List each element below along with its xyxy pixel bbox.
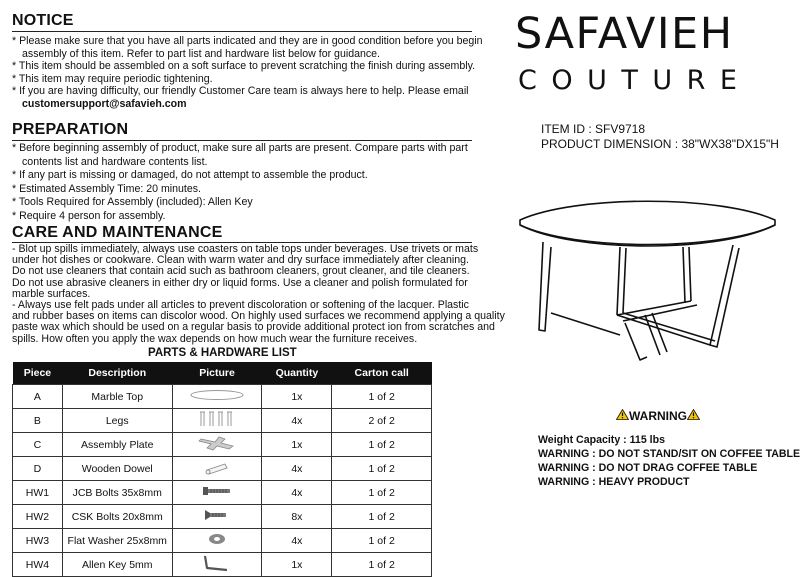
preparation-line: * If any part is missing or damaged, do not attempt to assemble the product. <box>12 169 368 182</box>
column-header-picture: Picture <box>172 362 262 385</box>
description-cell: Legs <box>62 409 172 433</box>
table-row <box>13 433 432 457</box>
description-cell: Assembly Plate <box>62 433 172 457</box>
quantity-cell: 1x <box>262 433 332 457</box>
carton-cell: 1 of 2 <box>332 433 432 457</box>
table-row <box>13 481 432 505</box>
picture-cell <box>172 409 262 433</box>
table-row <box>13 409 432 433</box>
wooden-dowel-icon <box>197 459 237 475</box>
jcb-bolt-icon <box>197 484 237 498</box>
quantity-cell: 1x <box>262 553 332 577</box>
table-row <box>13 505 432 529</box>
notice-text <box>12 35 483 111</box>
quantity-cell: 4x <box>262 409 332 433</box>
picture-cell <box>172 505 262 529</box>
picture-cell <box>172 553 262 577</box>
care-line: and rubber bases on items can discolor wood. On highly used surfaces we recommend applying a quality <box>12 310 505 323</box>
customer-care-email[interactable]: customersupport@safavieh.com <box>22 97 187 110</box>
description-cell: Flat Washer 25x8mm <box>62 529 172 553</box>
brand-name: SAFAVIEH <box>515 9 734 59</box>
table-row <box>13 553 432 577</box>
csk-bolt-icon <box>197 508 237 522</box>
column-header-carton-call: Carton call <box>332 362 432 385</box>
care-line: spills. How often you apply the wax depends on how much wear the furniture receives. <box>12 332 418 345</box>
quantity-cell: 4x <box>262 457 332 481</box>
carton-cell: 1 of 2 <box>332 553 432 577</box>
preparation-text <box>12 142 468 224</box>
piece-cell: D <box>13 457 63 481</box>
quantity-cell: 1x <box>262 385 332 409</box>
care-line: marble surfaces. <box>12 287 91 300</box>
carton-cell: 1 of 2 <box>332 385 432 409</box>
table-row <box>13 457 432 481</box>
notice-line: assembly of this item. Refer to part list and hardware list below for guidance. <box>22 47 380 60</box>
parts-table <box>12 362 432 577</box>
flat-washer-icon <box>202 531 232 547</box>
warning-heading <box>616 409 700 423</box>
notice-line: * This item should be assembled on a soft surface to prevent scratching the finish during assembly. <box>12 60 476 73</box>
warning-list <box>538 433 800 489</box>
quantity-cell: 4x <box>262 481 332 505</box>
care-line: Do not use cleaners that contain acid such as bathroom cleaners, grout cleaner, and tile cleaners. <box>12 265 470 278</box>
piece-cell: A <box>13 385 63 409</box>
preparation-line: * Before beginning assembly of product, make sure all parts are present. Compare parts with part <box>12 142 468 154</box>
piece-cell: HW1 <box>13 481 63 505</box>
picture-cell <box>172 457 262 481</box>
coffee-table-illustration <box>505 195 790 370</box>
care-line: paste wax which should be used on a regular basis to provide additional protect ion from scratches and <box>12 321 495 334</box>
description-cell: Wooden Dowel <box>62 457 172 481</box>
quantity-cell: 8x <box>262 505 332 529</box>
care-heading: CARE AND MAINTENANCE <box>12 224 223 241</box>
notice-heading: NOTICE <box>12 12 74 29</box>
picture-cell <box>172 481 262 505</box>
carton-cell: 1 of 2 <box>332 529 432 553</box>
quantity-cell: 4x <box>262 529 332 553</box>
table-row <box>13 385 432 409</box>
legs-icon <box>195 409 239 429</box>
piece-cell: HW3 <box>13 529 63 553</box>
assembly-plate-icon <box>195 433 239 453</box>
description-cell: CSK Bolts 20x8mm <box>62 505 172 529</box>
notice-line: * If you are having difficulty, our friendly Customer Care team is always here to help. Please email <box>12 85 469 98</box>
piece-cell: C <box>13 433 63 457</box>
piece-cell: B <box>13 409 63 433</box>
preparation-line: contents list and hardware contents list. <box>22 155 208 168</box>
marble-top-icon <box>187 388 247 402</box>
warning-line: WARNING : DO NOT DRAG COFFEE TABLE <box>538 462 758 474</box>
picture-cell <box>172 385 262 409</box>
care-line: - Always use felt pads under all articles to prevent discoloration or softening of the lacquer. Plastic <box>12 299 469 312</box>
allen-key-icon <box>197 553 237 573</box>
preparation-heading: PREPARATION <box>12 121 129 138</box>
warning-triangle-icon <box>616 409 629 420</box>
notice-rule <box>12 31 472 32</box>
column-header-piece: Piece <box>13 362 63 385</box>
description-cell: Marble Top <box>62 385 172 409</box>
preparation-line: * Tools Required for Assembly (included): Allen Key <box>12 196 253 209</box>
table-row <box>13 529 432 553</box>
carton-cell: 2 of 2 <box>332 409 432 433</box>
weight-capacity: Weight Capacity : 115 lbs <box>538 434 665 446</box>
preparation-rule <box>12 140 472 141</box>
preparation-line: * Estimated Assembly Time: 20 minutes. <box>12 182 201 195</box>
warning-triangle-icon <box>687 409 700 420</box>
product-dimension: PRODUCT DIMENSION : 38"WX38"DX15"H <box>541 137 779 151</box>
column-header-description: Description <box>62 362 172 385</box>
piece-cell: HW2 <box>13 505 63 529</box>
carton-cell: 1 of 2 <box>332 481 432 505</box>
column-header-quantity: Quantity <box>262 362 332 385</box>
warning-line: WARNING : HEAVY PRODUCT <box>538 476 690 488</box>
warning-title: WARNING <box>629 409 687 423</box>
piece-cell: HW4 <box>13 553 63 577</box>
brand-subline: COUTURE <box>518 65 752 96</box>
description-cell: Allen Key 5mm <box>62 553 172 577</box>
item-id: ITEM ID : SFV9718 <box>541 122 646 136</box>
care-line: - Blot up spills immediately, always use coasters on table tops under beverages. Use trivets or mats <box>12 243 479 255</box>
care-line: under hot dishes or cookware. Clean with warm water and dry surface immediately after cleaning. <box>12 254 469 267</box>
warning-line: WARNING : DO NOT STAND/SIT ON COFFEE TABLE <box>538 448 801 460</box>
notice-line: * This item may require periodic tightening. <box>12 72 213 85</box>
picture-cell <box>172 433 262 457</box>
preparation-line: * Require 4 person for assembly. <box>12 209 166 222</box>
care-line: Do not use abrasive cleaners in either dry or liquid forms. Use a cleaner and polish formulated for <box>12 276 468 289</box>
carton-cell: 1 of 2 <box>332 505 432 529</box>
care-text <box>12 244 505 345</box>
picture-cell <box>172 529 262 553</box>
description-cell: JCB Bolts 35x8mm <box>62 481 172 505</box>
table-header-row <box>13 362 432 385</box>
parts-list-title: PARTS & HARDWARE LIST <box>148 347 297 359</box>
carton-cell: 1 of 2 <box>332 457 432 481</box>
notice-line: * Please make sure that you have all parts indicated and they are in good condition before you begin <box>12 35 483 47</box>
